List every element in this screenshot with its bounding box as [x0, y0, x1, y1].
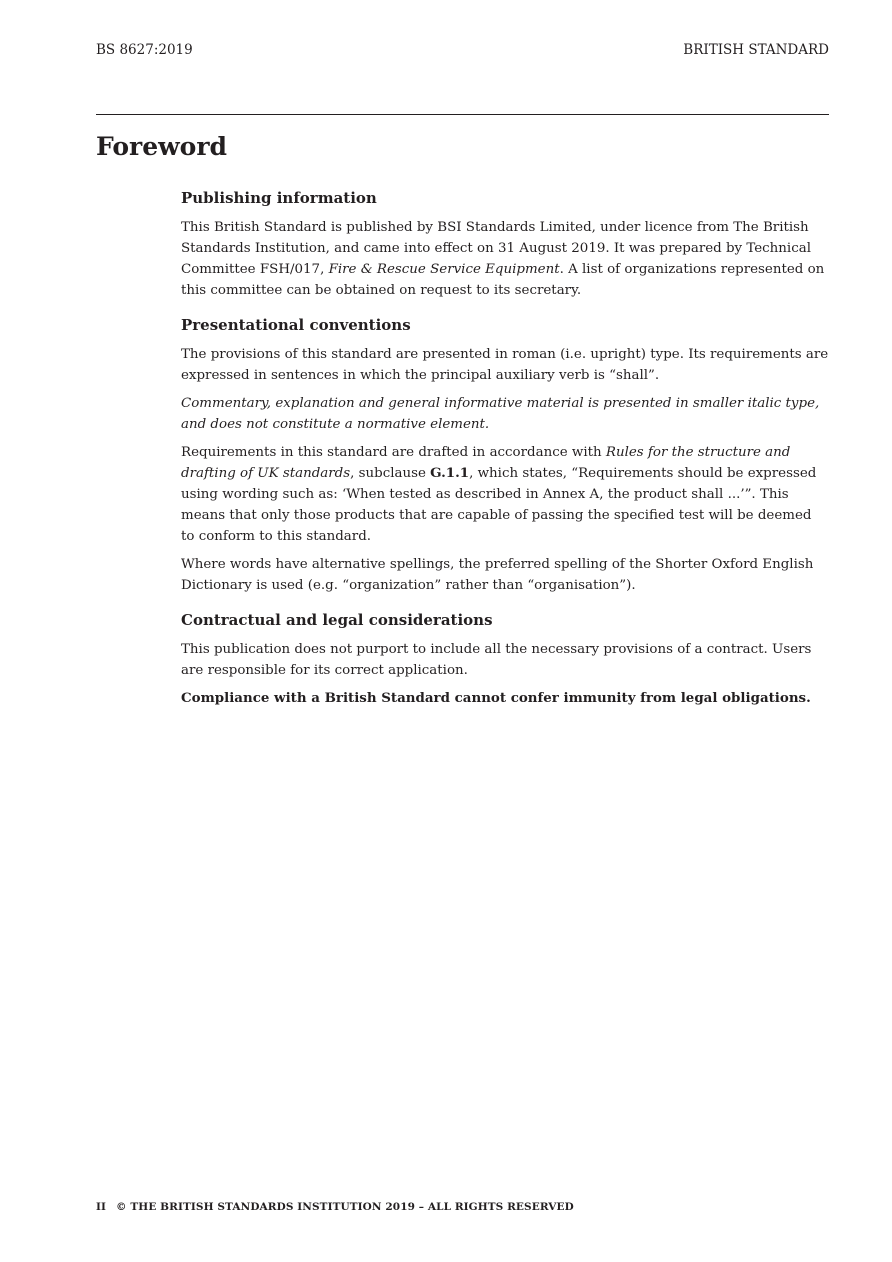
section-heading-publishing: Publishing information: [181, 189, 377, 207]
foreword-content: [181, 187, 829, 716]
header-rule: [96, 114, 829, 115]
contractual-paragraph-1: This publication does not purport to include all the necessary provisions of a contract. Users are responsible for its correct application.: [181, 642, 812, 678]
conventions-paragraph-2: Commentary, explanation and general informative material is presented in smaller italic type, and does not constitute a normative element.: [181, 396, 820, 432]
conventions-paragraph-3: [181, 442, 829, 547]
header-standard-number: BS 8627:2019: [96, 42, 193, 58]
conventions-p3-text-c: , which states, “Requirements should be expressed using wording such as: ‘When tested as described in Annex A, the product shall ...’”. This means that only those products that are capable of passing the specified test will be deemed to conform to this standard.: [181, 466, 817, 544]
page-number: II: [96, 1201, 107, 1213]
publishing-text-b: . A list of organizations represented on this committee can be obtained on request to its secretary.: [181, 262, 825, 298]
header-standard-type: BRITISH STANDARD: [683, 42, 829, 58]
section-heading-contractual: Contractual and legal considerations: [181, 611, 493, 629]
conventions-paragraph-1: The provisions of this standard are presented in roman (i.e. upright) type. Its requirements are expressed in sentences in which the principal auxiliary verb is “shall”.: [181, 347, 829, 383]
page-title: Foreword: [96, 132, 227, 161]
subclause-reference: G.1.1: [430, 465, 470, 481]
committee-name: Fire & Rescue Service Equipment: [328, 262, 560, 277]
publishing-text-a: This British Standard is published by BSI Standards Limited, under licence from The British Standards Institution, and came into effect on 31 August 2019. It was prepared by Technical Committee FSH/017,: [181, 220, 811, 277]
conventions-p3-text-b: , subclause: [350, 466, 431, 481]
compliance-statement: Compliance with a British Standard cannot confer immunity from legal obligations.: [181, 690, 811, 706]
conventions-p3-text-a: Requirements in this standard are drafted in accordance with: [181, 445, 606, 460]
publishing-paragraph: [181, 217, 829, 301]
section-heading-conventions: Presentational conventions: [181, 316, 411, 334]
conventions-paragraph-4: Where words have alternative spellings, the preferred spelling of the Shorter Oxford English Dictionary is used (e.g. “organization” rather than “organisation”).: [181, 557, 814, 593]
copyright-notice: © THE BRITISH STANDARDS INSTITUTION 2019 – ALL RIGHTS RESERVED: [116, 1201, 574, 1213]
page-footer: [96, 1201, 574, 1213]
rules-title: Rules for the structure and drafting of UK standards: [181, 445, 791, 481]
